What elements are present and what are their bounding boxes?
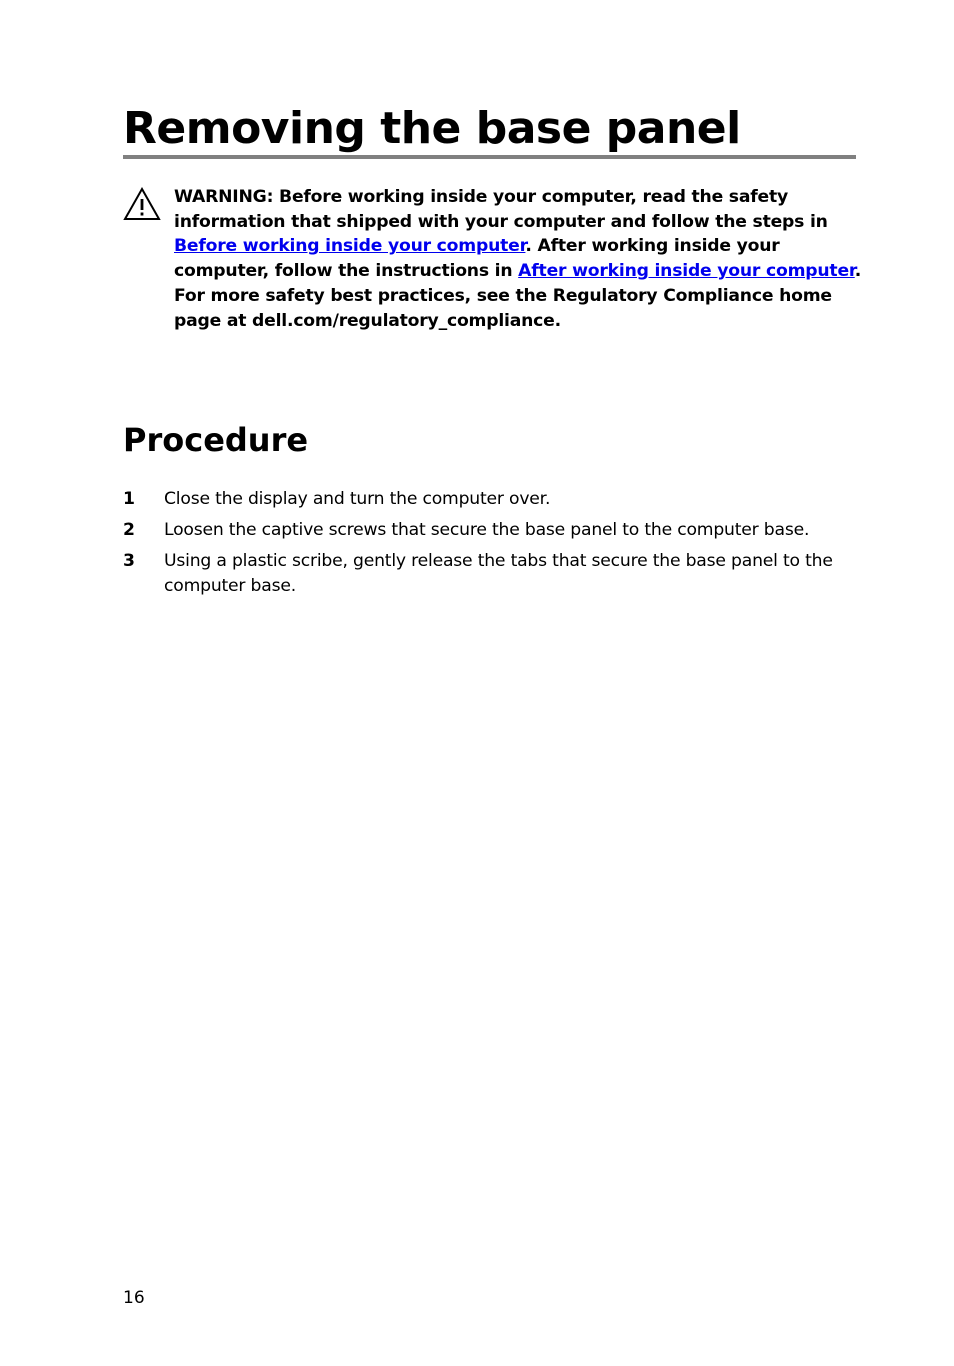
- title-divider: [123, 155, 856, 159]
- step-text: Using a plastic scribe, gently release the tabs that secure the base panel to the computer base.: [164, 551, 833, 596]
- step-text: Close the display and turn the computer over.: [164, 489, 551, 509]
- warning-text-part: WARNING: Before working inside your computer, read the safety information that shipped with your computer and follow the steps in: [174, 187, 828, 232]
- warning-message: [174, 185, 864, 333]
- procedure-step: [123, 487, 863, 512]
- step-number: 2: [123, 520, 135, 540]
- page-number: 16: [123, 1288, 145, 1308]
- procedure-step: [123, 518, 863, 543]
- step-number: 3: [123, 551, 135, 571]
- before-working-link[interactable]: Before working inside your computer: [174, 236, 526, 257]
- warning-triangle-icon: [123, 187, 161, 221]
- warning-text-part: . After working inside your computer, follow the instructions in: [174, 236, 780, 282]
- page-title: Removing the base panel: [123, 103, 741, 154]
- step-number: 1: [123, 489, 135, 509]
- procedure-heading: Procedure: [123, 421, 309, 459]
- warning-text-part: . For more safety best practices, see the Regulatory Compliance home page at dell.com/regulatory_compliance.: [174, 261, 862, 331]
- procedure-steps: [123, 487, 863, 605]
- after-working-link[interactable]: After working inside your computer: [518, 261, 855, 282]
- procedure-step: [123, 549, 863, 599]
- step-text: Loosen the captive screws that secure the base panel to the computer base.: [164, 520, 810, 540]
